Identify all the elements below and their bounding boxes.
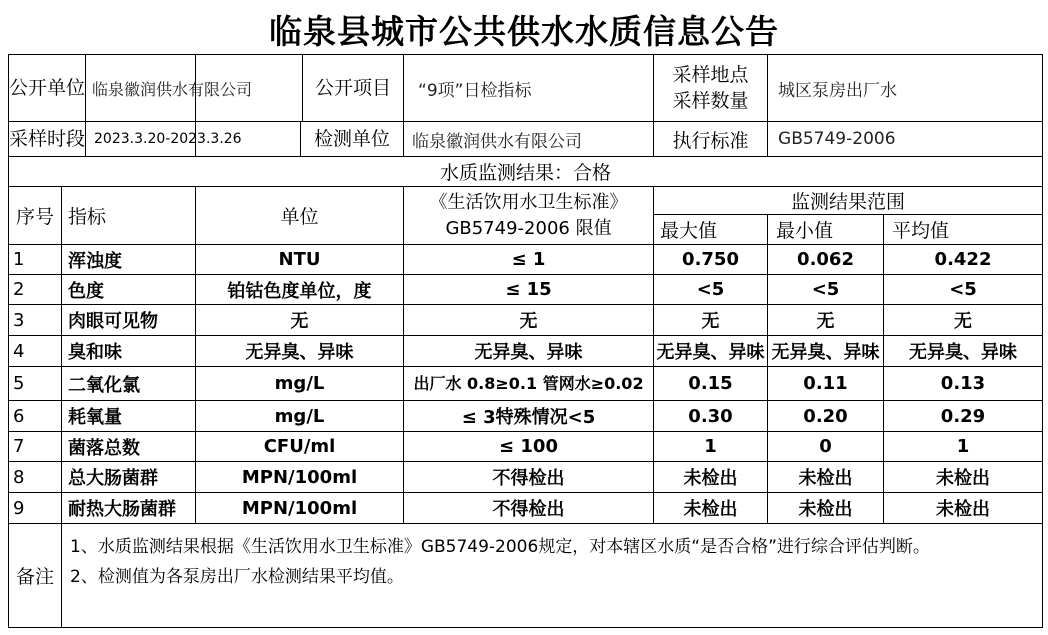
table-row: 7 菌落总数 CFU/ml ≤ 100 1 0 1 [9, 432, 1043, 462]
testing-unit-value: 临泉徽润供水有限公司 [404, 122, 654, 157]
disclosure-unit-value: 临泉徽润供水有限公司 [92, 79, 253, 99]
sampling-place-value: 城区泵房出厂水 [768, 55, 1043, 122]
table-row: 4 臭和味 无异臭、异味 无异臭、异味 无异臭、异味 无异臭、异味 无异臭、异味 [9, 336, 1043, 367]
disclosure-item-label: 公开项目 [302, 55, 403, 121]
standard-label: 执行标准 [654, 122, 768, 157]
standard-value: GB5749-2006 [768, 122, 1043, 157]
disclosure-item-value: “9项”日检指标 [404, 55, 654, 122]
header-min: 最小值 [768, 215, 884, 245]
header-limit-line2: GB5749-2006 限值 [445, 217, 612, 239]
sampling-period-label: 采样时段 [9, 122, 86, 156]
table-row: 3 肉眼可见物 无 无 无 无 无 [9, 305, 1043, 336]
header-limit-line1: 《生活饮用水卫生标准》 [429, 191, 628, 213]
page-title: 临泉县城市公共供水水质信息公告 [269, 12, 779, 51]
disclosure-unit-label: 公开单位 [9, 55, 86, 121]
header-limit [404, 187, 654, 245]
header-range: 监测结果范围 [654, 187, 1043, 215]
notes-label: 备注 [9, 524, 62, 628]
header-avg: 平均值 [884, 215, 1043, 245]
table-row: 9 耐热大肠菌群 MPN/100ml 不得检出 未检出 未检出 未检出 [9, 493, 1043, 524]
notes-content [62, 524, 1043, 628]
notes-line1: 1、水质监测结果根据《生活饮用水卫生标准》GB5749-2006规定，对本辖区水质“是否合格”进行综合评估判断。 [70, 537, 930, 557]
table-row: 5 二氧化氯 mg/L 出厂水 0.8≥0.1 管网水≥0.02 0.15 0.11 0.13 [9, 367, 1043, 401]
sampling-period-value: 2023.3.20-2023.3.26 [94, 131, 242, 147]
table-row: 8 总大肠菌群 MPN/100ml 不得检出 未检出 未检出 未检出 [9, 462, 1043, 493]
table-row: 1 浑浊度 NTU ≤ 1 0.750 0.062 0.422 [9, 245, 1043, 275]
table-row: 2 色度 铂钴色度单位，度 ≤ 15 <5 <5 <5 [9, 275, 1043, 305]
info-row1-left [9, 55, 253, 122]
sampling-labels [654, 55, 768, 122]
result-summary: 水质监测结果：合格 [9, 157, 1043, 187]
testing-unit-label: 检测单位 [300, 122, 403, 156]
sampling-count-label: 采样数量 [672, 90, 749, 112]
sampling-place-label: 采样地点 [672, 64, 749, 86]
info-row2-left [9, 122, 242, 157]
header-indicator: 指标 [62, 187, 196, 245]
header-max: 最大值 [654, 215, 768, 245]
header-seq: 序号 [9, 187, 62, 245]
table-row: 6 耗氧量 mg/L ≤ 3特殊情况<5 0.30 0.20 0.29 [9, 401, 1043, 432]
water-quality-table [8, 54, 1043, 628]
notes-line2: 2、检测值为各泵房出厂水检测结果平均值。 [70, 567, 404, 587]
header-unit: 单位 [196, 187, 404, 245]
